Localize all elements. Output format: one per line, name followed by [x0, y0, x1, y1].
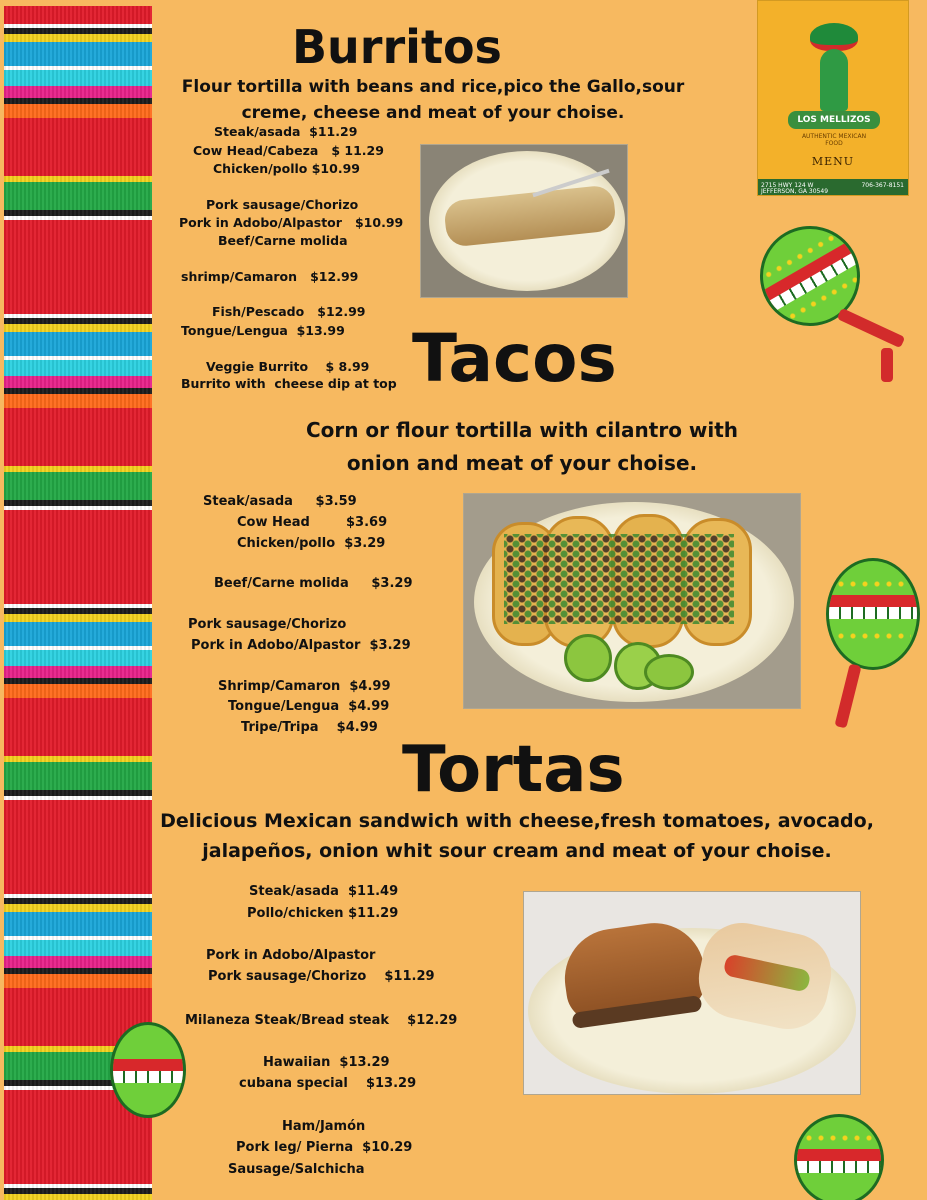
maraca-icon	[150, 1022, 190, 1122]
taco-item: Cow Head $3.69	[237, 515, 388, 530]
taco-item: Pork in Adobo/Alpastor $3.29	[191, 638, 411, 653]
torta-item: Hawaiian $13.29	[263, 1055, 390, 1070]
restaurant-logo	[757, 0, 909, 196]
tortas-description-line: jalapeños, onion whit sour cream and meat of your choise.	[202, 840, 832, 862]
maraca-icon	[756, 218, 926, 388]
burrito-item: Steak/asada $11.29	[214, 124, 358, 139]
torta-item: Pork in Adobo/Alpastor	[206, 948, 376, 963]
logo-address: 2715 HWY 124 W	[761, 182, 814, 189]
burrito-photo	[420, 144, 628, 298]
torta-item: cubana special $13.29	[239, 1076, 417, 1091]
logo-footer	[758, 179, 908, 195]
torta-item: Pork leg/ Pierna $10.29	[236, 1140, 413, 1155]
burritos-description-line: Flour tortilla with beans and rice,pico the Gallo,sour	[181, 77, 685, 97]
taco-item: Chicken/pollo $3.29	[237, 536, 386, 551]
sombrero-icon	[810, 23, 858, 51]
burrito-item: Cow Head/Cabeza $ 11.29	[193, 143, 384, 158]
serape-border	[4, 6, 152, 1200]
torta-item: Sausage/Salchicha	[228, 1162, 365, 1177]
taco-item: Shrimp/Camaron $4.99	[218, 679, 391, 694]
burritos-title: Burritos	[292, 20, 502, 74]
torta-item: Pork sausage/Chorizo $11.29	[208, 969, 435, 984]
logo-phone: 706-367-8151	[861, 182, 904, 189]
logo-name-left: LOS	[797, 115, 817, 125]
taco-item: Steak/asada $3.59	[203, 494, 357, 509]
torta-item: Steak/asada $11.49	[249, 884, 399, 899]
burrito-item: Chicken/pollo $10.99	[213, 161, 360, 176]
tortas-description-line: Delicious Mexican sandwich with cheese,fresh tomatoes, avocado,	[160, 810, 874, 832]
burrito-item: Veggie Burrito $ 8.99	[206, 359, 370, 374]
torta-item: Pollo/chicken $11.29	[247, 906, 399, 921]
tacos-photo	[463, 493, 801, 709]
torta-item: Ham/Jamón	[282, 1119, 366, 1134]
taco-item: Beef/Carne molida $3.29	[214, 576, 413, 591]
burritos-description-line: creme, cheese and meat of your choise.	[241, 103, 625, 123]
burrito-item: Tongue/Lengua $13.99	[181, 323, 345, 338]
tacos-description	[222, 414, 822, 480]
burritos-description	[158, 74, 708, 126]
tortas-title: Tortas	[402, 733, 625, 807]
burrito-item: Pork in Adobo/Alpastor $10.99	[179, 215, 404, 230]
burrito-item: Pork sausage/Chorizo	[206, 197, 359, 212]
logo-menu-label: MENU	[811, 155, 855, 168]
taco-item: Tripe/Tripa $4.99	[241, 720, 378, 735]
taco-item: Pork sausage/Chorizo	[188, 617, 347, 632]
tacos-title: Tacos	[412, 320, 617, 397]
tacos-description-line: onion and meat of your choise.	[346, 451, 698, 475]
logo-name-right: MELLIZOS	[820, 115, 871, 125]
burrito-item: Fish/Pescado $12.99	[212, 304, 366, 319]
taco-item: Tongue/Lengua $4.99	[228, 699, 390, 714]
tortas-description	[156, 806, 878, 866]
logo-city: JEFFERSON, GA 30549	[761, 188, 829, 195]
maraca-icon	[790, 1110, 927, 1200]
logo-tagline: AUTHENTIC MEXICAN FOOD	[801, 133, 867, 147]
burrito-item: Burrito with cheese dip at top	[181, 376, 397, 391]
burrito-item: Beef/Carne molida	[218, 233, 348, 248]
maraca-icon	[820, 556, 924, 746]
cactus-icon	[820, 49, 848, 111]
torta-item: Milaneza Steak/Bread steak $12.29	[185, 1013, 458, 1028]
logo-banner	[788, 111, 880, 129]
torta-photo	[523, 891, 861, 1095]
burrito-item: shrimp/Camaron $12.99	[181, 269, 359, 284]
tacos-description-line: Corn or flour tortilla with cilantro with	[305, 418, 739, 442]
